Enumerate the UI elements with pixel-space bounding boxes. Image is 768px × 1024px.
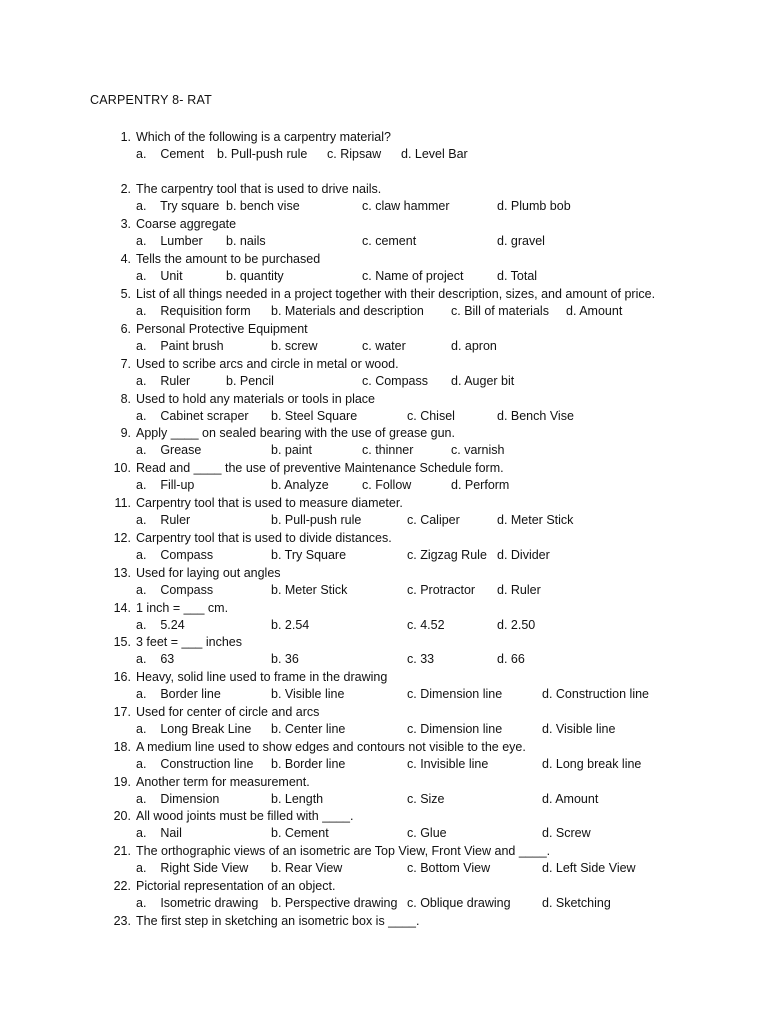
answer-option: c. varnish [451,443,505,457]
question-text: Used for center of circle and arcs [136,705,320,719]
answer-option: b. Perspective drawing [271,896,398,910]
question-number: 18. [113,740,131,754]
question-number: 2. [120,182,131,196]
answer-option: c. Dimension line [407,722,503,736]
answer-option: d. Total [497,269,538,283]
answer-option: a. Cabinet scraper [136,409,249,423]
question-number: 14. [113,601,131,615]
question-number: 12. [113,531,131,545]
question-number: 8. [120,392,131,406]
answer-option: b. nails [226,234,266,248]
answer-option: d. Visible line [542,722,616,736]
answer-option: a. Compass [136,548,214,562]
answer-option: c. Protractor [407,583,476,597]
question-text: The orthographic views of an isometric are Top View, Front View and ____. [136,844,551,858]
answer-option: a. 5.24 [136,618,185,632]
answer-option: a. Requisition form [136,304,251,318]
question-text: Pictorial representation of an object. [136,879,336,893]
answer-option: b. Pull-push rule [271,513,362,527]
answer-option: b. paint [271,443,313,457]
answer-option: a. Border line [136,687,221,701]
answer-option: a. Construction line [136,757,254,771]
answer-option: a. Try square [136,199,220,213]
document-title: CARPENTRY 8- RAT [90,93,212,107]
answer-option: a. Lumber [136,234,203,248]
answer-option: a. Paint brush [136,339,224,353]
answer-option: d. Amount [566,304,623,318]
question-text: Coarse aggregate [136,217,237,231]
answer-option: b. Center line [271,722,346,736]
question-number: 13. [113,566,131,580]
answer-option: b. bench vise [226,199,300,213]
question-text: A medium line used to show edges and contours not visible to the eye. [136,740,526,754]
answer-option: b. Cement [271,826,329,840]
answer-option: d. Auger bit [451,374,515,388]
question-text: Another term for measurement. [136,775,310,789]
question-text: Carpentry tool that is used to measure diameter. [136,496,403,510]
answer-option: a. Compass [136,583,214,597]
answer-option: c. Chisel [407,409,455,423]
question-number: 22. [113,879,131,893]
answer-option: c. Invisible line [407,757,489,771]
answer-option: b. Visible line [271,687,345,701]
answer-option: b. Length [271,792,324,806]
question-text: Tells the amount to be purchased [136,252,321,266]
answer-option: b. 36 [271,652,299,666]
answer-option: c. thinner [362,443,414,457]
answer-option: c. Name of project [362,269,464,283]
answer-option: a. Ruler [136,513,191,527]
question-text: Personal Protective Equipment [136,322,308,336]
question-text: The first step in sketching an isometric box is ____. [136,914,420,928]
answer-option: d. Perform [451,478,510,492]
question-text: Apply ____ on sealed bearing with the use of grease gun. [136,426,455,440]
answer-option: c. Ripsaw [327,147,382,161]
question-number: 19. [113,775,131,789]
answer-option: b. Border line [271,757,346,771]
answer-option: c. Compass [362,374,428,388]
answer-option: d. Ruler [497,583,541,597]
question-text: Used to hold any materials or tools in place [136,392,376,406]
answer-option: d. 66 [497,652,525,666]
answer-option: b. 2.54 [271,618,310,632]
answer-option: c. Bill of materials [451,304,549,318]
answer-option: c. Size [407,792,445,806]
answer-option: a. Cement [136,147,205,161]
question-text: The carpentry tool that is used to drive nails. [136,182,382,196]
question-text: Heavy, solid line used to frame in the drawing [136,670,388,684]
answer-option: d. Long break line [542,757,642,771]
answer-option: b. Meter Stick [271,583,348,597]
question-number: 4. [120,252,131,266]
answer-option: c. Caliper [407,513,460,527]
question-text: Used to scribe arcs and circle in metal or wood. [136,357,399,371]
question-number: 11. [114,496,131,510]
answer-option: b. Materials and description [271,304,424,318]
question-number: 10. [113,461,131,475]
answer-option: d. 2.50 [497,618,536,632]
question-number: 5. [120,287,131,301]
answer-option: b. Analyze [271,478,329,492]
question-number: 6. [120,322,131,336]
answer-option: b. Pencil [226,374,274,388]
answer-option: a. 63 [136,652,175,666]
answer-option: b. quantity [226,269,284,283]
answer-option: c. Follow [362,478,412,492]
answer-option: b. Pull-push rule [217,147,308,161]
question-number: 1. [120,130,131,144]
answer-option: c. water [362,339,406,353]
answer-option: d. Meter Stick [497,513,574,527]
answer-option: c. Zigzag Rule [407,548,487,562]
answer-option: d. Bench Vise [497,409,574,423]
answer-option: d. Sketching [542,896,611,910]
question-text: Which of the following is a carpentry material? [136,130,391,144]
answer-option: a. Fill-up [136,478,195,492]
answer-option: d. Plumb bob [497,199,571,213]
answer-option: a. Grease [136,443,202,457]
question-number: 21. [113,844,131,858]
question-number: 15. [113,635,131,649]
answer-option: d. Construction line [542,687,650,701]
answer-option: c. Bottom View [407,861,491,875]
question-text: Carpentry tool that is used to divide distances. [136,531,392,545]
answer-option: b. Rear View [271,861,343,875]
question-number: 17. [113,705,131,719]
answer-option: d. gravel [497,234,545,248]
question-text: Read and ____ the use of preventive Maintenance Schedule form. [136,461,504,475]
answer-option: b. screw [271,339,318,353]
question-text: 3 feet = ___ inches [136,635,242,649]
question-text: List of all things needed in a project together with their description, sizes, and amount of price. [136,287,656,301]
question-number: 9. [120,426,131,440]
answer-option: a. Isometric drawing [136,896,259,910]
question-number: 20. [113,809,131,823]
answer-option: b. Steel Square [271,409,358,423]
answer-option: c. Dimension line [407,687,503,701]
answer-option: b. Try Square [271,548,347,562]
question-text: Used for laying out angles [136,566,281,580]
answer-option: d. Level Bar [401,147,468,161]
question-number: 16. [113,670,131,684]
answer-option: c. Oblique drawing [407,896,511,910]
answer-option: d. apron [451,339,497,353]
answer-option: d. Left Side View [542,861,636,875]
answer-option: a. Long Break Line [136,722,252,736]
answer-option: d. Divider [497,548,550,562]
question-text: All wood joints must be filled with ____. [136,809,354,823]
question-number: 7. [120,357,131,371]
answer-option: c. 4.52 [407,618,445,632]
question-number: 23. [113,914,131,928]
question-text: 1 inch = ___ cm. [136,601,229,615]
answer-option: a. Nail [136,826,182,840]
answer-option: a. Ruler [136,374,191,388]
answer-option: c. 33 [407,652,435,666]
answer-option: d. Amount [542,792,599,806]
question-number: 3. [120,217,131,231]
answer-option: c. Glue [407,826,447,840]
answer-option: c. claw hammer [362,199,450,213]
answer-option: a. Dimension [136,792,220,806]
answer-option: a. Unit [136,269,183,283]
answer-option: d. Screw [542,826,591,840]
answer-option: c. cement [362,234,417,248]
answer-option: a. Right Side View [136,861,249,875]
